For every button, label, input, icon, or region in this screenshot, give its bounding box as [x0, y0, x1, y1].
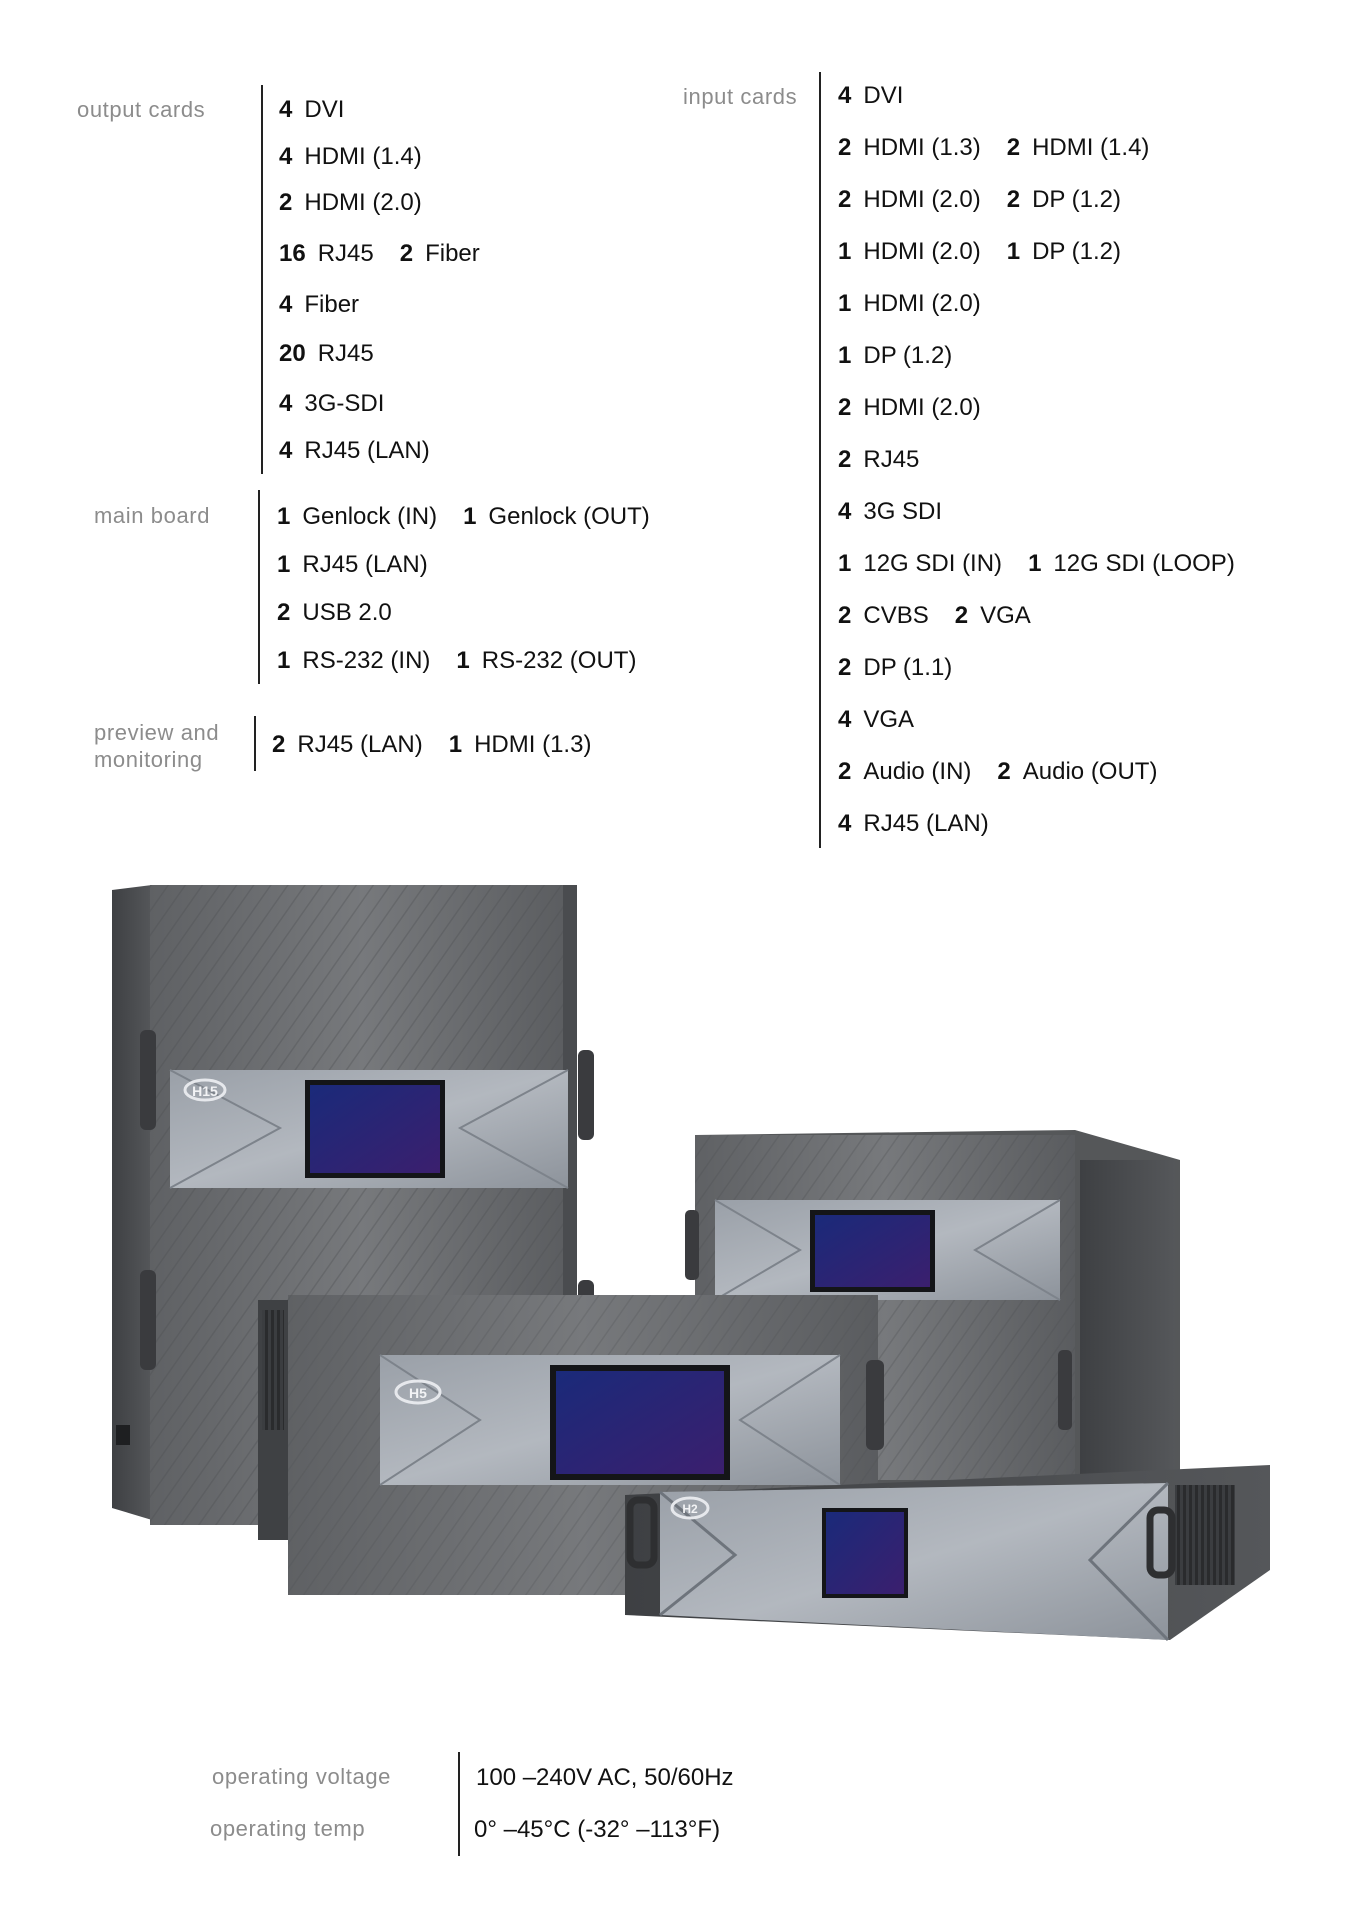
output-card-row — [279, 143, 422, 171]
input-card-count: 2 — [838, 186, 852, 213]
output-card-row — [279, 340, 374, 368]
input-card-port: VGA — [980, 602, 1031, 629]
operating-specs-divider — [458, 1752, 460, 1856]
input-card-count: 2 — [838, 394, 852, 421]
h5-logo: H5 — [409, 1385, 427, 1401]
output-card-count: 16 — [279, 240, 306, 267]
input-card-row — [838, 290, 981, 318]
input-card-row — [838, 758, 1157, 786]
output-card-port: Fiber — [425, 240, 480, 267]
input-card-count: 2 — [838, 446, 852, 473]
input-cards-divider — [819, 72, 821, 848]
main-board-count: 2 — [277, 599, 291, 626]
main-board-row — [277, 599, 392, 627]
input-card-count: 2 — [954, 602, 969, 629]
output-card-count: 4 — [279, 291, 293, 318]
input-card-count: 4 — [838, 498, 852, 525]
input-card-count: 4 — [838, 82, 852, 109]
input-card-port: HDMI (1.3) — [863, 134, 981, 161]
input-card-row — [838, 810, 989, 838]
main-board-count: 1 — [277, 647, 291, 674]
output-cards-divider — [261, 85, 263, 474]
h15-logo: H15 — [192, 1083, 218, 1099]
main-board-row — [277, 503, 650, 531]
input-card-port: 12G SDI (LOOP) — [1053, 550, 1235, 577]
input-card-row — [838, 602, 1031, 630]
input-cards-label: input cards — [683, 84, 798, 109]
output-card-count: 4 — [279, 390, 293, 417]
input-card-port: RJ45 (LAN) — [863, 810, 989, 837]
main-board-label: main board — [94, 503, 211, 528]
main-board-row — [277, 647, 636, 675]
output-card-port: RJ45 — [317, 240, 374, 267]
input-card-count: 2 — [1006, 134, 1021, 161]
operating-temp-value: 0° –45°C (-32° –113°F) — [474, 1816, 721, 1843]
input-card-port: DP (1.2) — [863, 342, 953, 369]
output-card-count: 4 — [279, 143, 293, 170]
main-board-port: USB 2.0 — [302, 599, 392, 626]
input-card-count: 1 — [838, 238, 852, 265]
preview-port: HDMI (1.3) — [474, 731, 592, 758]
main-board-row — [277, 551, 428, 579]
input-card-port: 3G SDI — [863, 498, 943, 525]
output-cards-label: output cards — [77, 97, 206, 122]
input-card-row — [838, 342, 952, 370]
input-card-port: DP (1.2) — [1032, 186, 1121, 213]
input-card-count: 2 — [1006, 186, 1021, 213]
output-card-port: HDMI (1.4) — [304, 143, 422, 170]
input-card-port: DP (1.1) — [863, 654, 953, 681]
input-card-port: HDMI (2.0) — [863, 238, 981, 265]
input-card-count: 2 — [997, 758, 1011, 785]
output-card-port: RJ45 (LAN) — [304, 437, 430, 464]
main-board-port: RS-232 (OUT) — [481, 647, 637, 674]
input-card-row — [838, 550, 1235, 578]
input-card-port: Audio (OUT) — [1022, 758, 1158, 785]
input-card-port: HDMI (2.0) — [863, 290, 981, 317]
input-card-count: 2 — [838, 654, 852, 681]
input-card-row — [838, 134, 1149, 162]
preview-monitoring-divider — [254, 716, 256, 771]
input-card-port: 12G SDI (IN) — [863, 550, 1003, 577]
input-card-port: DVI — [863, 82, 904, 109]
input-card-port: VGA — [863, 706, 915, 733]
input-card-count: 2 — [838, 134, 852, 161]
input-card-row — [838, 446, 919, 474]
main-board-count: 1 — [277, 503, 291, 530]
input-card-count: 1 — [838, 550, 852, 577]
input-card-count: 2 — [838, 758, 852, 785]
preview-label-line2: monitoring — [94, 747, 203, 772]
main-board-count: 1 — [456, 647, 470, 674]
output-card-row — [279, 96, 344, 124]
input-card-port: HDMI (2.0) — [863, 394, 981, 421]
input-card-count: 1 — [1006, 238, 1021, 265]
input-card-row — [838, 706, 914, 734]
preview-monitoring-label — [94, 719, 219, 773]
h2-logo: H2 — [682, 1502, 698, 1516]
output-card-count: 4 — [279, 437, 293, 464]
input-card-count: 1 — [838, 342, 852, 369]
output-card-port: DVI — [304, 96, 345, 123]
preview-row — [272, 731, 591, 759]
preview-count: 1 — [448, 731, 463, 758]
operating-voltage-value: 100 –240V AC, 50/60Hz — [476, 1764, 734, 1791]
operating-voltage-label: operating voltage — [212, 1764, 391, 1789]
output-card-count: 2 — [279, 189, 293, 216]
input-card-count: 1 — [838, 290, 852, 317]
operating-temp-label: operating temp — [210, 1816, 366, 1841]
main-board-count: 1 — [277, 551, 291, 578]
main-board-port: Genlock (IN) — [302, 503, 438, 530]
input-card-port: HDMI (1.4) — [1032, 134, 1150, 161]
input-card-row — [838, 394, 981, 422]
output-card-row — [279, 189, 422, 217]
output-card-row — [279, 240, 480, 268]
preview-label-line1: preview and — [94, 720, 220, 745]
output-card-row — [279, 390, 384, 418]
input-card-row — [838, 186, 1121, 214]
output-card-row — [279, 291, 359, 319]
main-board-count: 1 — [463, 503, 477, 530]
output-card-row — [279, 437, 430, 465]
input-card-port: RJ45 — [863, 446, 920, 473]
input-card-row — [838, 82, 903, 110]
input-card-row — [838, 238, 1121, 266]
product-photo — [0, 880, 1349, 1700]
output-card-count: 20 — [279, 340, 306, 367]
input-card-count: 4 — [838, 706, 852, 733]
input-card-port: Audio (IN) — [863, 758, 972, 785]
input-card-port: HDMI (2.0) — [863, 186, 981, 213]
main-board-port: RS-232 (IN) — [302, 647, 431, 674]
input-card-port: CVBS — [863, 602, 929, 629]
input-card-port: DP (1.2) — [1032, 238, 1121, 265]
input-card-row — [838, 498, 942, 526]
output-card-port: Fiber — [304, 291, 360, 318]
main-board-port: RJ45 (LAN) — [302, 551, 428, 578]
input-card-count: 1 — [1028, 550, 1042, 577]
output-card-port: RJ45 — [317, 340, 374, 367]
output-card-port: HDMI (2.0) — [304, 189, 422, 216]
output-card-port: 3G-SDI — [304, 390, 385, 417]
input-card-row — [838, 654, 952, 682]
input-card-count: 2 — [838, 602, 852, 629]
preview-count: 2 — [272, 731, 286, 758]
h2-unit — [625, 1465, 1270, 1640]
output-card-count: 2 — [399, 240, 414, 267]
main-board-divider — [258, 490, 260, 684]
input-card-count: 4 — [838, 810, 852, 837]
output-card-count: 4 — [279, 96, 293, 123]
preview-port: RJ45 (LAN) — [297, 731, 423, 758]
main-board-port: Genlock (OUT) — [488, 503, 650, 530]
